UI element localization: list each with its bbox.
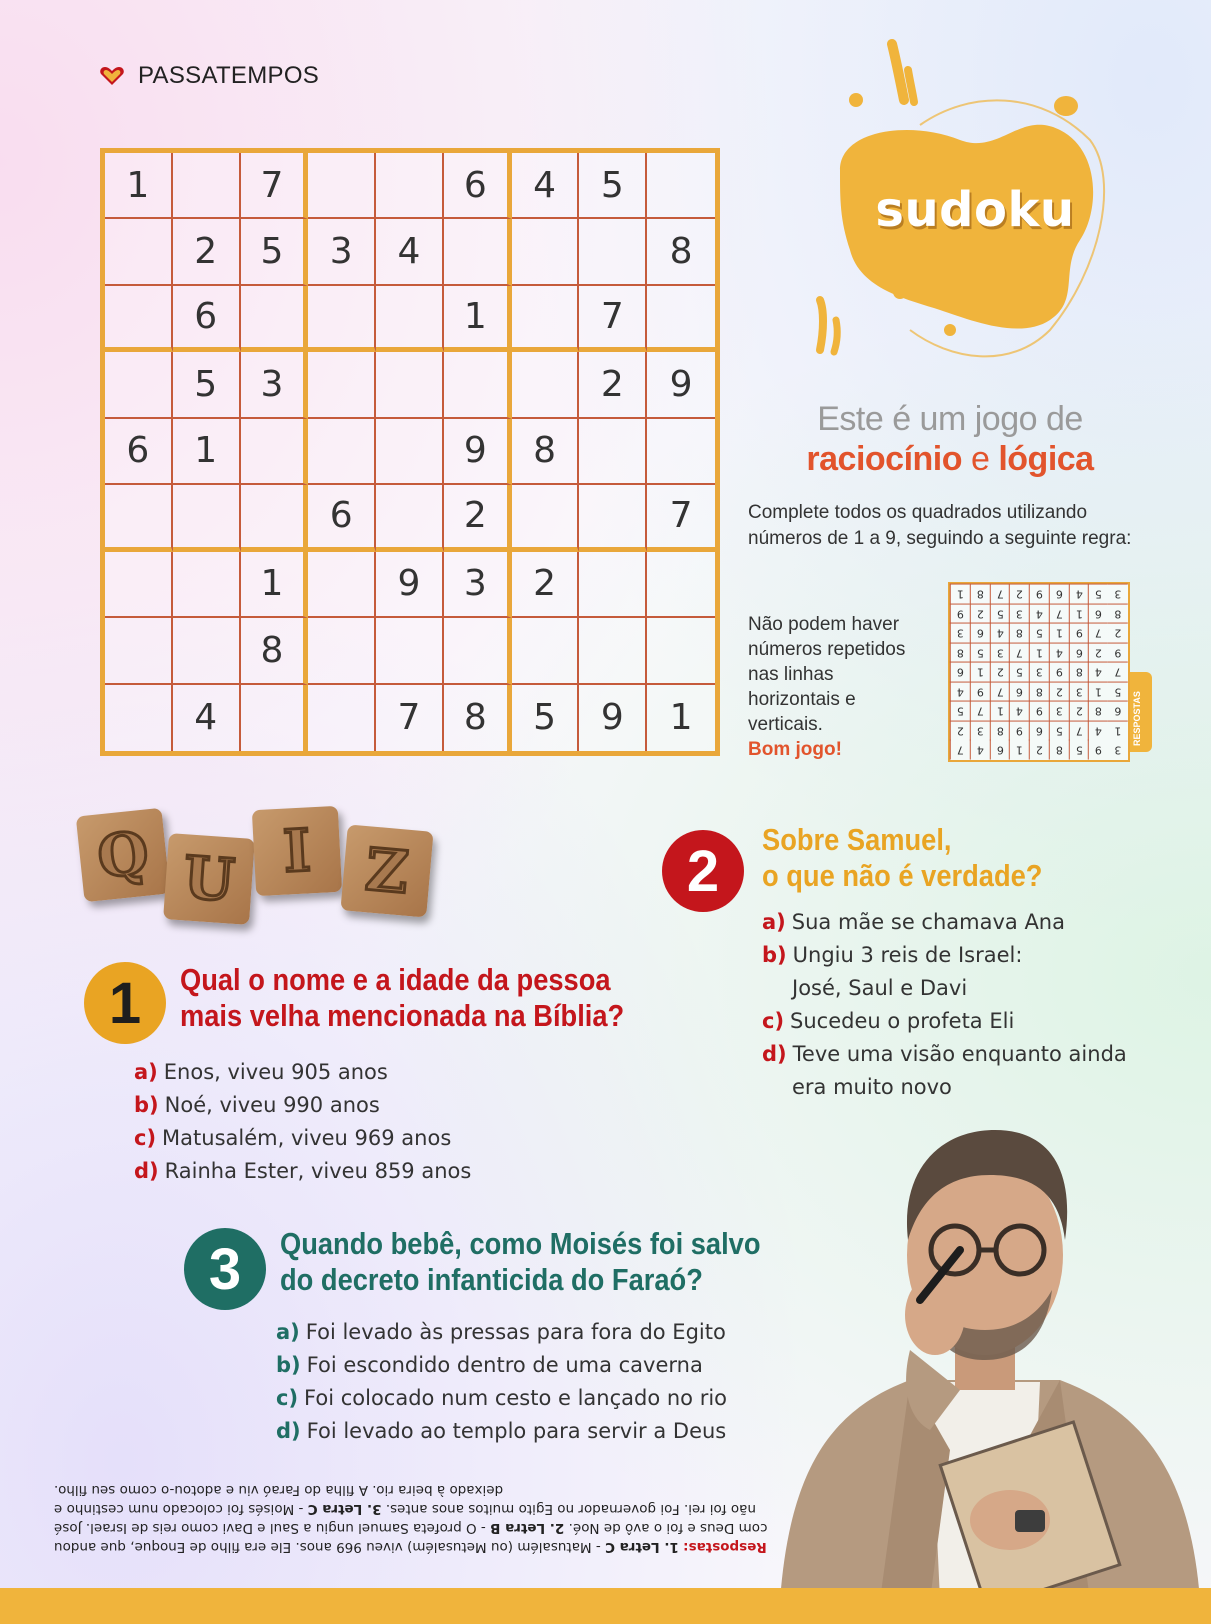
solution-cell: 2 [990, 662, 1010, 682]
sudoku-cell: 9 [444, 419, 512, 485]
solution-cell: 5 [990, 604, 1010, 624]
footer-bar [0, 1588, 1211, 1624]
option-a: a) Enos, viveu 905 anos [134, 1060, 388, 1084]
sudoku-cell: 3 [444, 552, 512, 618]
tagline-word-logic: lógica [998, 440, 1094, 478]
solution-cell: 6 [1029, 721, 1049, 741]
solution-cell: 9 [1108, 643, 1128, 663]
solution-cell: 6 [1108, 701, 1128, 721]
question-2-title-line2: o que não é verdade? [762, 858, 1043, 893]
solution-cell: 5 [970, 643, 990, 663]
quiz-tile-q: Q [76, 808, 171, 903]
solution-cell: 6 [1088, 604, 1108, 624]
sudoku-cell [512, 618, 580, 684]
sudoku-cell [173, 153, 241, 219]
question-2-title-line1: Sobre Samuel, [762, 822, 952, 857]
solution-cell: 7 [970, 701, 990, 721]
tagline-word-reasoning: raciocínio [806, 440, 963, 478]
solution-cell: 4 [950, 682, 970, 702]
sudoku-cell [105, 286, 173, 352]
question-1-options [134, 1056, 594, 1188]
solution-cell: 4 [1029, 604, 1049, 624]
sudoku-cell: 8 [444, 685, 512, 751]
sudoku-cell [241, 286, 309, 352]
sudoku-cell [512, 352, 580, 418]
option-b: b) Foi escondido dentro de uma caverna [276, 1353, 703, 1377]
answers-label: Respostas: [683, 1539, 767, 1555]
solution-cell: 7 [950, 740, 970, 760]
question-2-badge: 2 [662, 830, 744, 912]
solution-cell: 5 [1069, 740, 1089, 760]
quiz-tile-u: U [163, 833, 255, 925]
sudoku-cell [105, 352, 173, 418]
sudoku-cell [308, 352, 376, 418]
sudoku-cell [105, 618, 173, 684]
solution-cell: 6 [950, 662, 970, 682]
sudoku-cell [376, 618, 444, 684]
option-d: d) Foi levado ao templo para servir a Deus [276, 1419, 727, 1443]
solution-cell: 9 [1029, 701, 1049, 721]
solution-cell: 3 [1108, 584, 1128, 604]
solution-cell: 9 [1069, 623, 1089, 643]
question-3-title-line1: Quando bebê, como Moisés foi salvo [280, 1226, 761, 1261]
answer-2-text: - O profeta Samuel ungiu a Saul e Davi como reis de Israel. José não foi rei. Foi governador no Egito muitos anos antes. [54, 1501, 756, 1536]
sudoku-rule [748, 612, 918, 762]
solution-cell: 8 [950, 643, 970, 663]
solution-cell: 7 [1069, 721, 1089, 741]
solution-cell: 7 [990, 584, 1010, 604]
solution-cell: 5 [1029, 623, 1049, 643]
sudoku-cell: 6 [105, 419, 173, 485]
question-3-badge: 3 [184, 1228, 266, 1310]
sudoku-cell: 5 [173, 352, 241, 418]
tagline-line2 [780, 440, 1120, 479]
solution-cell: 9 [1029, 584, 1049, 604]
sudoku-cell: 5 [512, 685, 580, 751]
solution-cell: 5 [1009, 662, 1029, 682]
question-3-options [276, 1316, 776, 1448]
solution-cell: 4 [1069, 584, 1089, 604]
sudoku-cell [647, 153, 715, 219]
sudoku-cell [308, 618, 376, 684]
thinking-man-photo [760, 1090, 1210, 1600]
solution-cell: 2 [1088, 643, 1108, 663]
solution-cell: 2 [1049, 682, 1069, 702]
solution-cell: 8 [1069, 662, 1089, 682]
sudoku-cell [444, 352, 512, 418]
question-1-title-line1: Qual o nome e a idade da pessoa [180, 962, 611, 997]
sudoku-cell [647, 618, 715, 684]
sudoku-cell [579, 219, 647, 285]
sudoku-cell: 9 [579, 685, 647, 751]
solution-cell: 5 [1108, 682, 1128, 702]
solution-cell: 1 [1029, 643, 1049, 663]
sudoku-cell [376, 352, 444, 418]
sudoku-cell: 1 [444, 286, 512, 352]
sudoku-cell [241, 485, 309, 551]
answer-3-text: - Moisés foi colocado num cestinho e deixado à beira rio. A filha do Faraó viu e adotou-o como seu filho. [54, 1482, 504, 1517]
solution-cell: 9 [1049, 662, 1069, 682]
solution-cell: 1 [950, 584, 970, 604]
solution-cell: 3 [970, 721, 990, 741]
sudoku-cell: 3 [308, 219, 376, 285]
solution-cell: 6 [1009, 682, 1029, 702]
option-b: b) Noé, viveu 990 anos [134, 1093, 380, 1117]
solution-cell: 4 [1009, 701, 1029, 721]
page-header [100, 62, 319, 90]
sudoku-cell [512, 485, 580, 551]
solution-cell: 6 [990, 740, 1010, 760]
sudoku-cell: 1 [669, 697, 693, 739]
question-3-title [280, 1226, 773, 1298]
question-1-title-line2: mais velha mencionada na Bíblia? [180, 998, 625, 1033]
sudoku-cell [647, 552, 715, 618]
solution-cell: 1 [1088, 682, 1108, 702]
answer-3-head: 3. Letra C [307, 1501, 382, 1517]
sudoku-cell: 5 [241, 219, 309, 285]
question-1-title [180, 962, 673, 1034]
sudoku-cell: 3 [241, 352, 309, 418]
solution-cell: 4 [1088, 662, 1108, 682]
sudoku-cell: 5 [579, 153, 647, 219]
section-title: PASSATEMPOS [138, 62, 320, 89]
sudoku-cell [376, 485, 444, 551]
sudoku-cell [444, 219, 512, 285]
sudoku-instructions: Complete todos os quadrados utilizando números de 1 a 9, seguindo a seguinte regra: [748, 502, 1132, 549]
sudoku-cell [647, 286, 715, 352]
sudoku-cell [308, 153, 376, 219]
sudoku-cell: 4 [512, 153, 580, 219]
sudoku-cell: 6 [308, 485, 376, 551]
sudoku-cell [173, 485, 241, 551]
sudoku-cell: 8 [512, 419, 580, 485]
solution-cell: 7 [1009, 643, 1029, 663]
sudoku-cell [173, 618, 241, 684]
sudoku-cell [105, 552, 173, 618]
solution-cell: 3 [990, 643, 1010, 663]
sudoku-cell [376, 419, 444, 485]
answers-upside-down [54, 1480, 784, 1556]
sudoku-cell [376, 153, 444, 219]
sudoku-cell [376, 286, 444, 352]
solution-cell: 8 [990, 721, 1010, 741]
sudoku-cell: 8 [647, 219, 715, 285]
sudoku-cell [647, 419, 715, 485]
sudoku-cell: 4 [376, 219, 444, 285]
solution-cell: 3 [950, 623, 970, 643]
solution-cell: 4 [970, 740, 990, 760]
solution-cell: 3 [1029, 662, 1049, 682]
quiz-tile-i: I [252, 806, 342, 896]
solution-cell: 7 [1108, 662, 1128, 682]
sudoku-cell: 7 [241, 153, 309, 219]
sudoku-cell [308, 685, 376, 751]
sudoku-solution-grid [948, 582, 1130, 762]
solution-cell: 3 [1069, 682, 1089, 702]
sudoku-cell [308, 286, 376, 352]
solution-cell: 5 [1049, 721, 1069, 741]
solution-cell: 6 [1069, 643, 1089, 663]
solution-cell: 2 [1069, 701, 1089, 721]
sudoku-grid [100, 148, 720, 756]
sudoku-cell: 1 [241, 552, 309, 618]
solution-cell: 8 [1049, 740, 1069, 760]
solution-cell: 1 [970, 662, 990, 682]
sudoku-cell: 8 [241, 618, 309, 684]
sudoku-cell: 1 [105, 153, 173, 219]
solution-cell: 4 [1049, 643, 1069, 663]
option-c: c) Matusalém, viveu 969 anos [134, 1126, 452, 1150]
question-1-badge: 1 [84, 962, 166, 1044]
sudoku-cell [512, 286, 580, 352]
tagline-and: e [970, 440, 990, 478]
solution-cell: 6 [970, 623, 990, 643]
sudoku-cell [579, 618, 647, 684]
question-3-title-line2: do decreto infanticida do Faraó? [280, 1262, 703, 1297]
sudoku-cell [512, 219, 580, 285]
answers-tab [1130, 672, 1152, 752]
question-2-title [762, 822, 1096, 894]
sudoku-title: sudoku [875, 182, 1075, 238]
sudoku-cell [105, 485, 173, 551]
sudoku-cell: 7 [647, 485, 715, 551]
sudoku-cell [579, 485, 647, 551]
sudoku-cell: 9 [376, 552, 444, 618]
option-d-continued: era muito novo [792, 1075, 952, 1099]
sudoku-cell: 2 [512, 552, 580, 618]
solution-cell: 3 [1114, 743, 1122, 757]
sudoku-cell: 4 [173, 685, 241, 751]
option-d: d) Rainha Ester, viveu 859 anos [134, 1159, 472, 1183]
answer-1-head: 1. Letra C [605, 1539, 679, 1555]
solution-cell: 2 [1029, 740, 1049, 760]
solution-cell: 9 [1088, 740, 1108, 760]
option-b-continued: José, Saul e Davi [792, 976, 968, 1000]
sudoku-cell: 6 [444, 153, 512, 219]
sudoku-cell [241, 685, 309, 751]
solution-cell: 7 [990, 682, 1010, 702]
solution-cell: 7 [1049, 604, 1069, 624]
solution-cell: 6 [1049, 584, 1069, 604]
solution-cell: 1 [990, 701, 1010, 721]
quiz-tile-z: Z [340, 824, 433, 917]
solution-cell: 1 [1009, 740, 1029, 760]
sudoku-cell [105, 685, 173, 751]
solution-cell: 1 [1069, 604, 1089, 624]
answer-1-text: - Matusalém (ou Metusalém) viveu 969 anos. Ele era filho de Enoque, que andou com Deus e foi o avô de Noé. [54, 1520, 768, 1555]
sudoku-cell: 2 [579, 352, 647, 418]
answers-tab-label: RESPOSTAS [1132, 691, 1142, 746]
option-b: b) Ungiu 3 reis de Israel: [762, 943, 1023, 967]
sudoku-cell [579, 419, 647, 485]
option-c: c) Sucedeu o profeta Eli [762, 1009, 1015, 1033]
sudoku-cell [444, 618, 512, 684]
sudoku-cell [579, 552, 647, 618]
solution-cell: 7 [1088, 623, 1108, 643]
solution-cell: 8 [970, 584, 990, 604]
solution-cell: 4 [1088, 721, 1108, 741]
sudoku-cell: 9 [647, 352, 715, 418]
solution-cell: 8 [1108, 604, 1128, 624]
sudoku-cell [241, 419, 309, 485]
solution-cell: 2 [950, 721, 970, 741]
option-d: d) Teve uma visão enquanto ainda [762, 1042, 1127, 1066]
sudoku-cell: 2 [173, 219, 241, 285]
sudoku-cell [105, 219, 173, 285]
sudoku-cell [173, 552, 241, 618]
question-2-options [762, 906, 1182, 1104]
sudoku-cell: 6 [173, 286, 241, 352]
rule-text: Não podem haver números repetidos nas linhas horizontais e verticais. [748, 614, 906, 735]
solution-cell: 5 [1088, 584, 1108, 604]
solution-cell: 1 [1108, 721, 1128, 741]
solution-cell: 8 [1029, 682, 1049, 702]
answer-2-head: 2. Letra B [490, 1520, 565, 1536]
solution-cell: 9 [1009, 721, 1029, 741]
option-a: a) Foi levado às pressas para fora do Egito [276, 1320, 726, 1344]
solution-cell: 8 [1088, 701, 1108, 721]
sudoku-cell [308, 552, 376, 618]
closing-text: Bom jogo! [748, 739, 842, 760]
sudoku-cell: 1 [173, 419, 241, 485]
solution-cell: 2 [1108, 623, 1128, 643]
solution-cell: 1 [1049, 623, 1069, 643]
solution-cell: 3 [1049, 701, 1069, 721]
solution-cell: 8 [1009, 623, 1029, 643]
tagline-line1: Este é um jogo de [817, 400, 1083, 438]
option-c: c) Foi colocado num cesto e lançado no rio [276, 1386, 728, 1410]
sudoku-cell: 7 [579, 286, 647, 352]
option-a: a) Sua mãe se chamava Ana [762, 910, 1065, 934]
heart-icon [100, 67, 124, 85]
sudoku-cell [308, 419, 376, 485]
solution-cell: 2 [1009, 584, 1029, 604]
solution-cell: 5 [950, 701, 970, 721]
solution-cell: 4 [990, 623, 1010, 643]
solution-cell: 9 [950, 604, 970, 624]
sudoku-cell: 7 [376, 685, 444, 751]
solution-cell: 2 [970, 604, 990, 624]
solution-cell: 9 [970, 682, 990, 702]
sudoku-cell: 2 [444, 485, 512, 551]
solution-cell: 3 [1009, 604, 1029, 624]
